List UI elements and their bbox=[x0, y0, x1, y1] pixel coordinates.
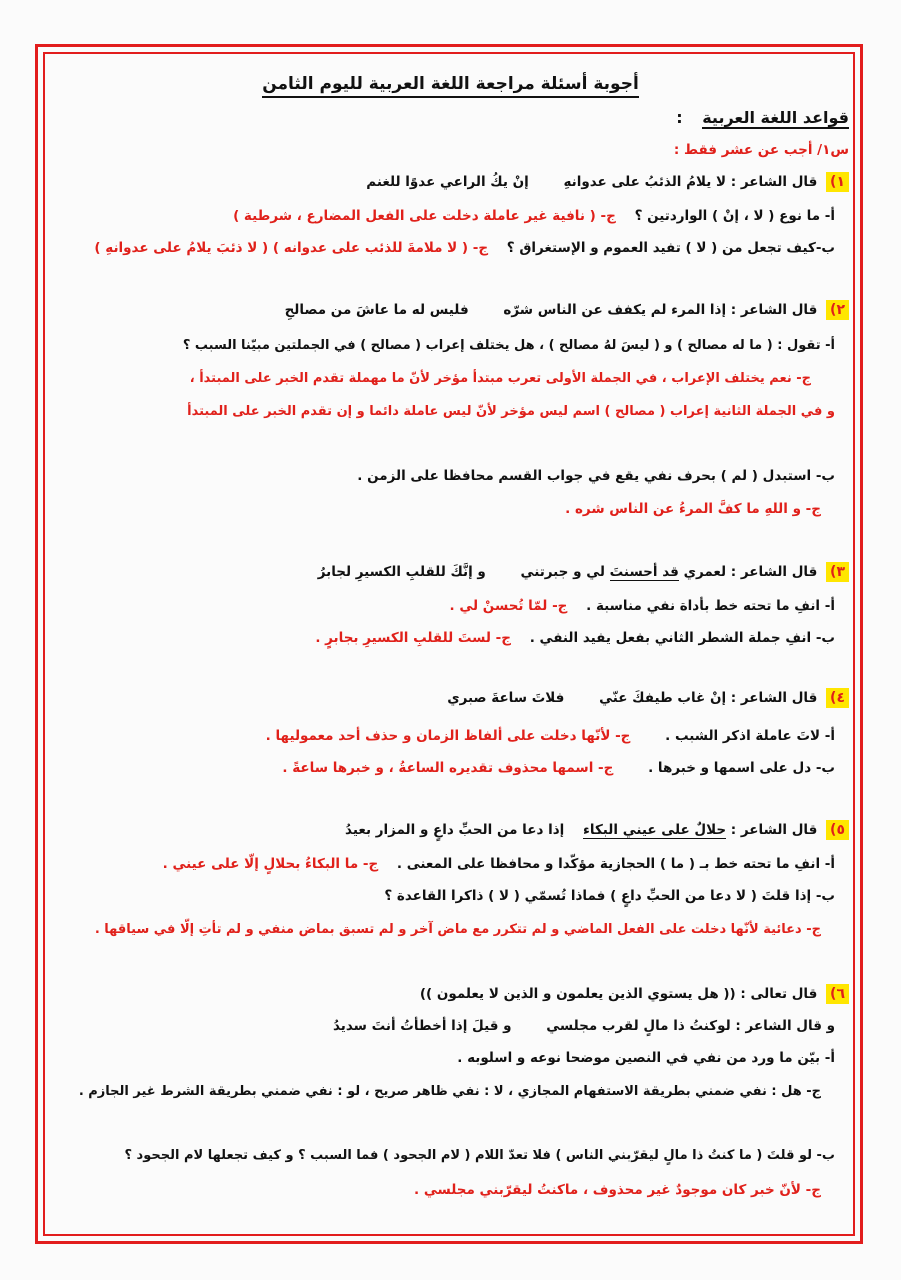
q2-poem-first-half: إذا المرء لم يكفف عن الناس شرّه bbox=[503, 302, 727, 318]
q6-a-question: أ- بيّن ما ورد من نفي في النصين موضحا نوعه و اسلوبه . bbox=[457, 1050, 835, 1066]
q4-a-question: أ- لاتَ عاملة اذكر الشبب . bbox=[665, 728, 835, 744]
q1-poem bbox=[366, 172, 849, 192]
section-heading bbox=[676, 108, 849, 128]
q1-poem-intro: قال الشاعر : bbox=[730, 174, 818, 190]
q3-b bbox=[315, 628, 835, 648]
q2-a-answer-1: ج- نعم يختلف الإعراب ، في الجملة الأولى تعرب مبتدأ مؤخر لأنّ ما مهملة تقدم الخبر على المبتدأ ، bbox=[189, 371, 811, 386]
title-text: أجوبة أسئلة مراجعة اللغة العربية لليوم الثامن bbox=[262, 74, 639, 98]
q6-a-answer: ج- هل : نفي ضمني بطريقة الاستفهام المجازي ، لا : نفي ظاهر صريح ، لو : نفي ضمني بطريقة الشرط غير الجازم . bbox=[78, 1084, 821, 1099]
q3-number: ٣) bbox=[826, 562, 849, 582]
q3-b-answer: ج- لستَ للقلبِ الكسيرِ بجابرٍ . bbox=[315, 630, 512, 646]
q3-poem-first-half-rest: لي و جبرتني bbox=[520, 564, 605, 580]
q4-poem-second-half: فلاتَ ساعةَ صبري bbox=[447, 690, 565, 706]
q1-poem-second-half: إنْ يكُ الراعي عدوًا للغنم bbox=[366, 174, 529, 190]
q4-b-question: ب- دل على اسمها و خبرها . bbox=[648, 760, 835, 776]
q1-b-answer: ج- ( لا ملامةَ للذئب على عدوانه ) ( لا ذئبَ يلامُ على عدوانهِ ) bbox=[94, 240, 489, 256]
q6-verse bbox=[420, 984, 849, 1004]
q1-a-answer: ج- ( نافية غير عاملة دخلت على الفعل المضارع ، شرطية ) bbox=[233, 208, 616, 224]
q1-number: ١) bbox=[826, 172, 849, 192]
q2-a-question: أ- تقول : ( ما له مصالح ) و ( ليسَ لهُ مصالح ) ، هل يختلف إعراب ( مصالح ) في الجملتين مبيّنا السبب ؟ bbox=[182, 338, 835, 353]
q4-b-answer: ج- اسمها محذوف تقديره الساعةُ ، و خبرها ساعةً . bbox=[282, 760, 614, 776]
page-title bbox=[0, 74, 901, 94]
q5-poem-second-half: إذا دعا من الحبِّ داعٍ و المزار بعيدُ bbox=[345, 822, 565, 838]
q4-a-answer: ج- لأنّها دخلت على ألفاظ الزمان و حذف أحد معموليها . bbox=[265, 728, 631, 744]
q2-b-question: ب- استبدل ( لم ) بحرف نفي يقع في جواب القسم محافظا على الزمن . bbox=[357, 468, 835, 484]
q1-a-question: أ- ما نوع ( لا ، إنْ ) الواردتين ؟ bbox=[634, 208, 835, 224]
q2-poem bbox=[285, 300, 849, 320]
q6-poem-intro: و قال الشاعر : bbox=[735, 1018, 835, 1034]
q6-number: ٦) bbox=[826, 984, 849, 1004]
q2-b-answer: ج- و اللهِ ما كفَّ المرءُ عن الناس شره . bbox=[565, 501, 821, 517]
q3-a-question: أ- انفِ ما تحته خط بأداة نفي مناسبة . bbox=[586, 598, 835, 614]
q3-poem bbox=[318, 562, 849, 582]
q6-b-answer: ج- لأنّ خبر كان موجودٌ غير محذوف ، ماكنتُ ليقرّبني مجلسي . bbox=[414, 1182, 821, 1198]
q5-poem bbox=[345, 820, 849, 840]
q5-b-answer: ج- دعائية لأنّها دخلت على الفعل الماضي و لم تتكرر مع ماض آخر و لم تسبق بماض منفي و لم تأتِ إلّا في سياقها . bbox=[94, 922, 821, 937]
instruction: س١/ أجب عن عشر فقط : bbox=[673, 142, 849, 158]
q4-b bbox=[282, 758, 835, 778]
q3-a-answer: ج- لمّا تُحسنْ لي . bbox=[449, 598, 568, 614]
q5-number: ٥) bbox=[826, 820, 849, 840]
q1-poem-first-half: لا يلامُ الذئبُ على عدوانهِ bbox=[563, 174, 727, 190]
q3-a bbox=[450, 596, 835, 616]
q1-a bbox=[233, 206, 835, 226]
q5-underlined-phrase: حلالٌ على عيني البكاء bbox=[582, 822, 727, 838]
q3-underlined-phrase: قد أحسنتَ bbox=[609, 564, 679, 580]
q5-b-question: ب- إذا قلتَ ( لا دعا من الحبِّ داعٍ ) فماذا تُسمّي ( لا ) ذاكرا القاعدة ؟ bbox=[384, 888, 835, 904]
q6-poem-first-half: لوكنتُ ذا مالٍ لقرب مجلسي bbox=[546, 1018, 731, 1034]
q5-a bbox=[163, 854, 835, 874]
q4-poem-intro: قال الشاعر : bbox=[730, 690, 818, 706]
q5-a-question: أ- انفِ ما تحته خط بـ ( ما ) الحجازية مؤكّدا و محافظا على المعنى . bbox=[396, 856, 835, 872]
q6-b-question: ب- لو قلتَ ( ما كنتُ ذا مالٍ ليقرّبني الناس ) فلا تعدّ اللام ( لام الجحود ) فما السبب ؟ و كيف تجعلها لام الجحود ؟ bbox=[124, 1148, 835, 1163]
q1-b-question: ب-كيف تجعل من ( لا ) تفيد العموم و الإستغراق ؟ bbox=[506, 240, 835, 256]
q3-b-question: ب- انفِ جملة الشطر الثاني بفعل يفيد النفي . bbox=[529, 630, 835, 646]
q2-number: ٢) bbox=[826, 300, 849, 320]
q5-poem-intro: قال الشاعر : bbox=[730, 822, 818, 838]
q4-poem-first-half: إنْ غاب طيفكَ عنّي bbox=[599, 690, 727, 706]
q4-number: ٤) bbox=[826, 688, 849, 708]
q3-poem-intro: قال الشاعر : لعمري bbox=[683, 564, 818, 580]
q4-a bbox=[266, 726, 835, 746]
q6-poem bbox=[333, 1016, 835, 1036]
q3-poem-second-half: و إنَّكَ للقلبِ الكسيرِ لجابرُ bbox=[317, 564, 486, 580]
q2-poem-second-half: فليس له ما عاشَ من مصالحِ bbox=[284, 302, 469, 318]
q5-a-answer: ج- ما البكاءُ بحلالٍ إلّا على عيني . bbox=[162, 856, 379, 872]
q1-b bbox=[94, 238, 835, 258]
section-colon: : bbox=[676, 108, 683, 127]
section-label: قواعد اللغة العربية bbox=[702, 108, 849, 127]
q6-verse-text: قال تعالى : (( هل يستوي الذين يعلمون و الذين لا يعلمون )) bbox=[419, 986, 818, 1002]
q4-poem bbox=[447, 688, 849, 708]
q2-poem-intro: قال الشاعر : bbox=[730, 302, 818, 318]
q2-a-answer-2: و في الجملة الثانية إعراب ( مصالح ) اسم ليس مؤخر لأنّ ليس عاملة دائما و إن تقدم الخبر على المبتدأ bbox=[187, 404, 835, 419]
q6-poem-second-half: و قيلَ إذا أخطأتُ أنتَ سديدُ bbox=[332, 1018, 512, 1034]
